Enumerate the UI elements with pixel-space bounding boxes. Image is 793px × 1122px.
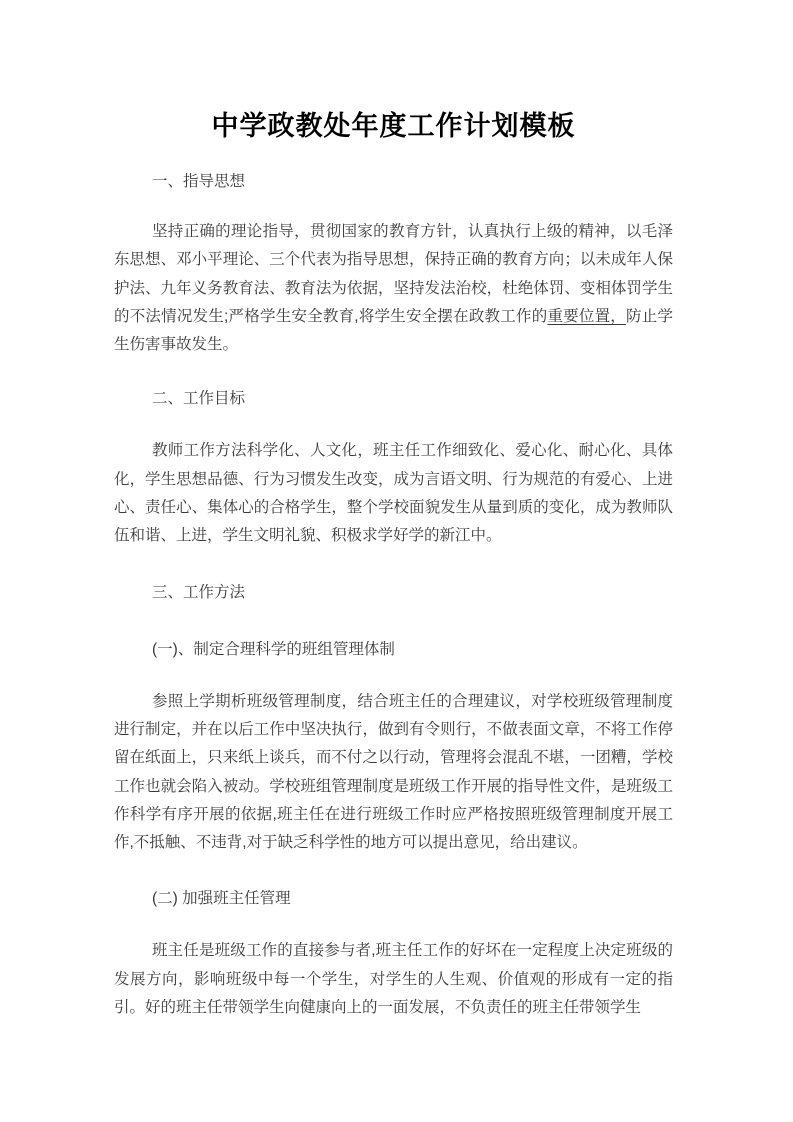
paragraph-class-management-system: 参照上学期析班级管理制度，结合班主任的合理建议，对学校班级管理制度进行制定，并在以后工作中坚决执行，做到有令则行，不做表面文章，不将工作停留在纸面上，只来纸上谈兵，而不付之以行动，管理将会混乱不堪，一团糟，学校工作也就会陷入被动。学校班组管理制度是班级工作开展的指导性文件，是班级工作科学有序开展的依据,班主任在进行班级工作时应严格按照班级管理制度开展工作,不抵触、不违背,对于缺乏科学性的地方可以提出意见，给出建议。 [114,692,673,852]
paragraph-text: 坚持正确的理论指导，贯彻国家的教育方针，认真执行上级的精神，以毛泽东思想、邓小平理论、三个代表为指导思想，保持正确的教育方向；以未成年人保护法、九年义务教育法、教育法为依据，坚持发法治校，杜绝体罚、变相体罚学生的不法情况发生;严格学生安全教育,将学生安全摆在政教工作的 [114,223,673,325]
document-title: 中学政教处年度工作计划模板 [211,111,576,141]
paragraph-guiding-ideology [114,218,673,359]
underlined-text: 重要位置， [547,307,627,325]
paragraph-work-goals: 教师工作方法科学化、人文化，班主任工作细致化、爱心化、耐心化、具体化，学生思想品德、行为习惯发生改变，成为言语文明、行为规范的有爱心、上进心、责任心、集体心的合格学生，整个学校面貌发生从量到质的变化，成为教师队伍和谐、上进，学生文明礼貌、积极求学好学的新江中。 [114,442,673,545]
section-heading-guiding-ideology: 一、指导思想 [152,173,246,190]
paragraph-text: 防止学生伤害事故发生。 [114,307,673,354]
section-heading-work-goals: 二、工作目标 [152,390,246,408]
paragraph-head-teacher-management: 班主任是班级工作的直接参与者,班主任工作的好坏在一定程度上决定班级的发展方向，影响班级中每一个学生，对学生的人生观、价值观的形成有一定的指引。好的班主任带领学生向健康向上的一面发展，不负责任的班主任带领学生 [114,942,673,1017]
subsection-heading-class-management-system: (一)、制定合理科学的班组管理体制 [152,640,395,658]
section-heading-work-methods: 三、工作方法 [152,583,246,601]
subsection-heading-head-teacher-management: (二) 加强班主任管理 [152,890,291,908]
